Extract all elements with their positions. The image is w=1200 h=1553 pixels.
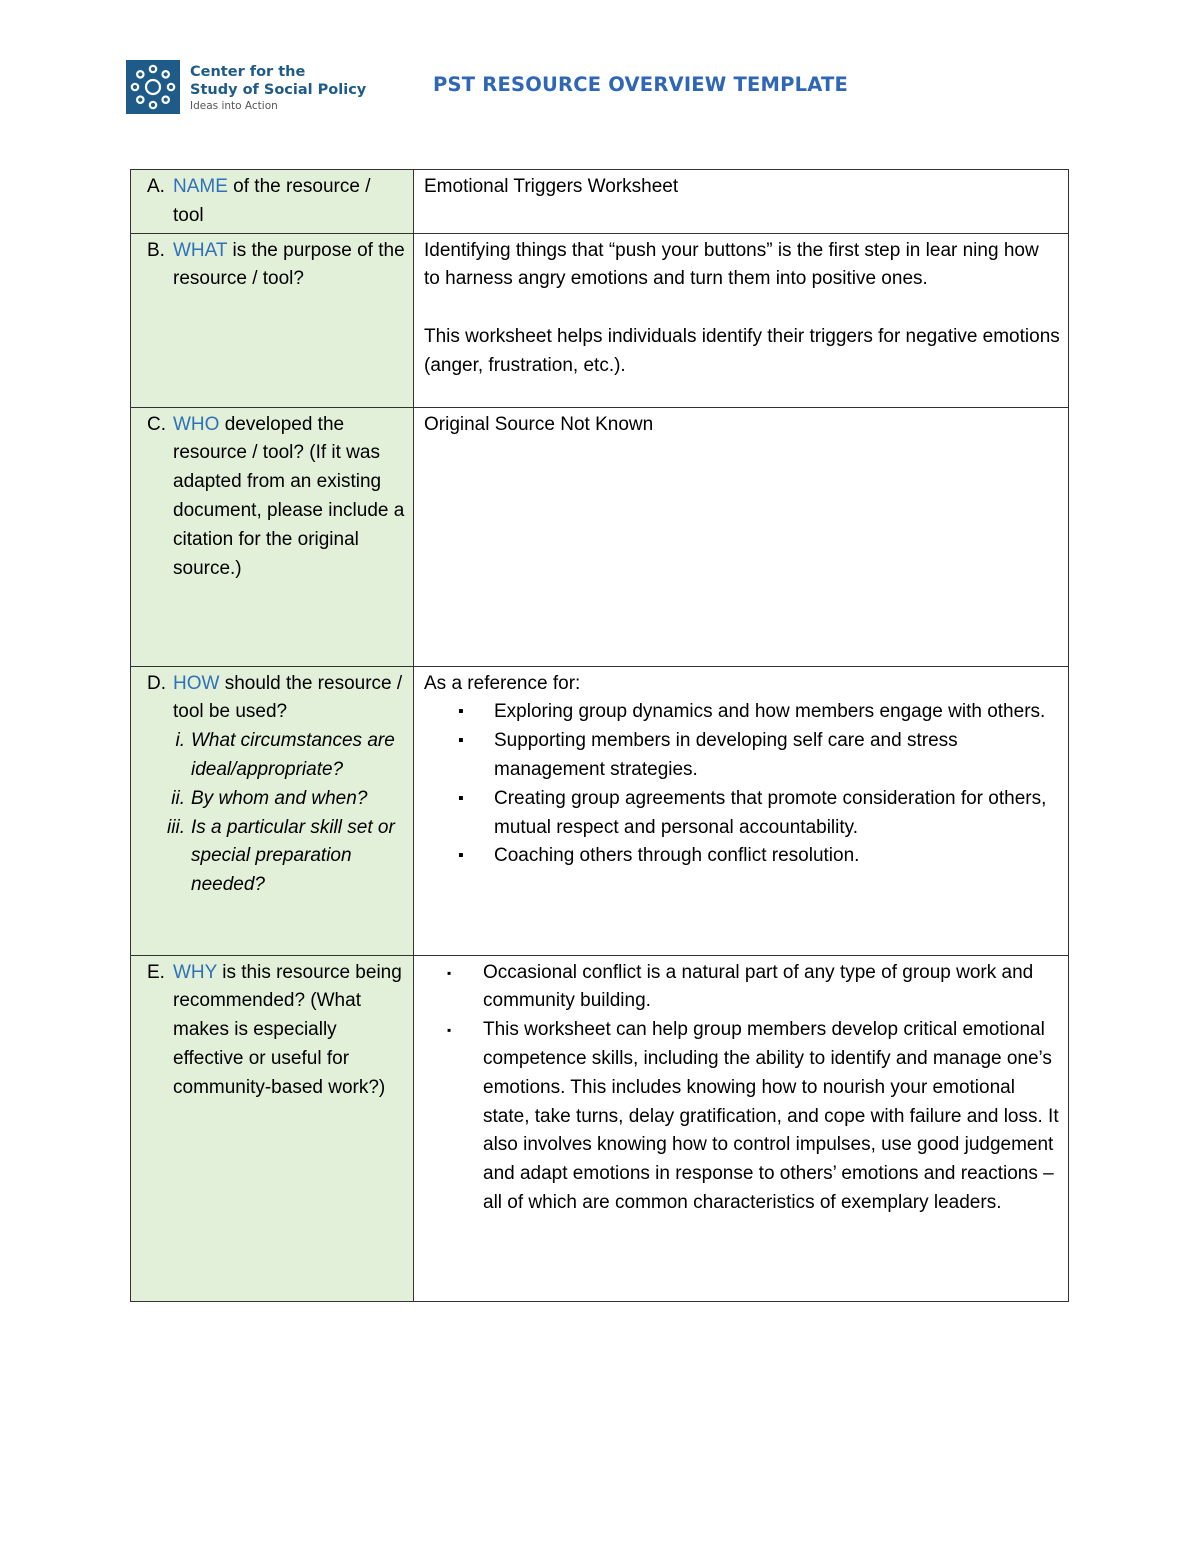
question-text: is this resource being recommended? (What makes is especially effective or useful for community-based work?)	[173, 961, 402, 1098]
logo-line-2: Study of Social Policy	[190, 82, 367, 98]
question-text: is the purpose of the resource / tool?	[173, 239, 405, 290]
logo-circle-icon	[126, 60, 180, 114]
question-letter: A.	[147, 176, 165, 197]
answer-cell-c: Original Source Not Known	[414, 407, 1069, 666]
cssp-logo-mark	[126, 60, 180, 114]
question-cell-b	[131, 233, 414, 407]
answer-d-intro: As a reference for:	[424, 672, 581, 694]
question-cell-d	[131, 666, 414, 955]
question-keyword: WHY	[173, 961, 217, 983]
answer-cell-e	[414, 955, 1069, 1301]
question-letter: E.	[147, 961, 165, 983]
cssp-logo	[126, 60, 386, 118]
question-keyword: WHAT	[173, 239, 228, 261]
question-cell-e	[131, 955, 414, 1301]
answer-e-bullet-list	[424, 959, 1060, 1218]
question-letter: B.	[147, 239, 165, 261]
table-row-name	[131, 170, 1069, 234]
answer-b-line-1: Identifying things that “push your buttons” is the first step in lear ning how	[424, 239, 1039, 261]
list-item: ▪ Exploring group dynamics and how members engage with others.	[424, 698, 1060, 727]
table-row-who	[131, 407, 1069, 666]
question-text: developed the resource / tool? (If it was adapted from an existing document, please include a citation for the original source.)	[173, 413, 405, 579]
resource-overview-table	[130, 169, 1069, 1302]
answer-cell-d	[414, 666, 1069, 955]
cssp-logo-text	[190, 63, 366, 113]
question-letter: C.	[147, 413, 166, 435]
question-cell-c	[131, 407, 414, 666]
table-row-why	[131, 955, 1069, 1301]
table-row-how	[131, 666, 1069, 955]
answer-d-bullet-list	[424, 698, 1060, 871]
answer-cell-b	[414, 233, 1069, 407]
sub-question: i. What circumstances are ideal/appropriate?	[175, 730, 395, 780]
question-cell-a	[131, 170, 414, 234]
answer-cell-a: Emotional Triggers Worksheet	[414, 170, 1069, 234]
list-item: ▪ Supporting members in developing self care and stress management strategies.	[424, 727, 1060, 785]
question-keyword: WHO	[173, 413, 220, 435]
document-title: PST RESOURCE OVERVIEW TEMPLATE	[433, 73, 849, 96]
question-text: of the resource / tool	[173, 176, 371, 226]
table-row-what	[131, 233, 1069, 407]
logo-line-1: Center for the	[190, 64, 306, 80]
sub-question: iii. Is a particular skill set or special preparation needed?	[167, 816, 395, 896]
question-keyword: HOW	[173, 672, 220, 694]
question-letter: D.	[147, 672, 166, 694]
list-item: ▪ Occasional conflict is a natural part of any type of group work and community building.	[424, 959, 1060, 1017]
list-item: ▪ Coaching others through conflict resolution.	[424, 842, 1060, 871]
list-item: ▪ This worksheet can help group members develop critical emotional competence skills, including the ability to identify and manage one’s emotions. This includes knowing how to nourish your emotional state, take turns, delay gratification, and cope with failure and loss. It also involves knowing how to control impulses, use good judgement and adapt emotions in response to others’ emotions and reactions – all of which are common characteristics of exemplary leaders.	[424, 1016, 1060, 1218]
question-keyword: NAME	[173, 176, 228, 197]
sub-question: ii. By whom and when?	[171, 787, 368, 809]
answer-b-line-2: to harness angry emotions and turn them into positive ones.	[424, 268, 928, 290]
logo-tagline: Ideas into Action	[190, 100, 278, 112]
answer-b-line-3: This worksheet helps individuals identify their triggers for negative emotions (anger, frustration, etc.).	[424, 325, 1060, 376]
question-text: should the resource / tool be used?	[173, 672, 403, 723]
list-item: ▪ Creating group agreements that promote consideration for others, mutual respect and personal accountability.	[424, 785, 1060, 843]
